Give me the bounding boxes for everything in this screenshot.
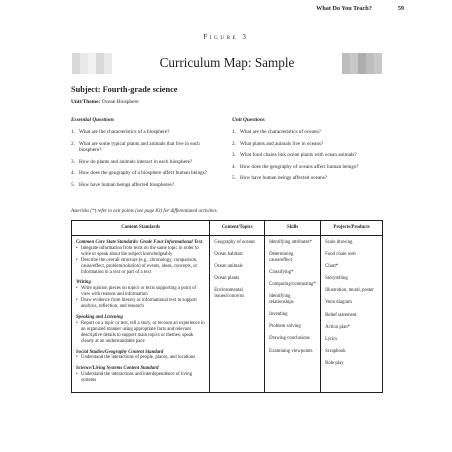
product-item: Belief statement: [325, 312, 357, 318]
product-item: Scale drawing: [325, 240, 353, 245]
standard-bullets: [76, 246, 205, 276]
question-text: How have human beings affected oceans?: [240, 175, 328, 182]
standard-heading: Speaking and Listening: [76, 314, 123, 320]
question-number: 4.: [71, 170, 75, 177]
standard-bullet: [76, 298, 205, 310]
question-item: [71, 141, 221, 154]
standard-heading: Science/Living Systems Content Standard: [76, 366, 159, 372]
question-text: How do plants and animals interact in each biosphere?: [79, 158, 193, 165]
question-number: 2.: [232, 140, 236, 147]
table-header-row: [72, 221, 383, 236]
unit-questions-heading: Unit Questions: [232, 117, 265, 123]
header-content-topics: Content/Topics: [210, 221, 265, 236]
question-text: What are the characteristics of oceans?: [240, 129, 321, 136]
skill-item: Classifying*: [269, 270, 294, 276]
skill-item: Identifying relationships: [269, 294, 294, 306]
product-item: Chart*: [325, 264, 339, 270]
question-item: [71, 182, 221, 188]
header-content-standards: Content Standards: [72, 221, 210, 236]
subject-heading: Subject: Fourth-grade science: [71, 85, 178, 94]
content-topics-cell: [210, 236, 265, 393]
standard-bullet-text: Describe the overall structure (e.g., chronology, comparison, cause/effect, problem/solution) of events, ideas, concepts, or information in a text or part of a text: [81, 257, 198, 275]
skill-item: Examining viewpoints: [269, 348, 313, 354]
question-number: 4.: [232, 163, 236, 170]
standard-bullet: [76, 372, 205, 384]
question-item: [232, 129, 382, 135]
product-item: Role play: [325, 360, 344, 366]
standard-bullets: [76, 286, 205, 310]
standard-block: [76, 315, 205, 345]
running-head: [316, 5, 404, 12]
standard-bullet-text: Report on a topic or text, tell a story, or recount an experience in an organized manner using appropriate facts and relevant descriptive details to support main topics or themes; speak clearly at an understandable pace: [81, 320, 205, 344]
bullet-icon: •: [76, 245, 78, 251]
question-item: [232, 175, 382, 181]
topic-item: Geography of oceans: [214, 240, 256, 245]
skill-item: Inventing: [269, 312, 288, 318]
standard-bullet-text: Draw evidence from literary or informational text to support analysis, reflection, and research: [81, 298, 197, 310]
product-item: Venn diagram: [325, 300, 352, 306]
skill-item: Problem solving: [269, 324, 301, 330]
question-text: How does the geography of a biosphere affect human beings?: [79, 170, 207, 177]
question-text: What food chains link ocean plants with ocean animals?: [240, 152, 357, 159]
bullet-icon: •: [76, 286, 78, 292]
question-item: [232, 152, 382, 158]
question-text: How does the geography of oceans affect human beings?: [240, 163, 359, 170]
standard-heading: Common Core State Standards: Grade Four Informational Text: [76, 240, 203, 245]
product-item: Storytelling: [325, 276, 348, 282]
unit-theme: [71, 99, 139, 105]
question-number: 3.: [71, 158, 75, 165]
header-projects-products: Projects/Products: [321, 221, 383, 236]
standard-bullet: [76, 321, 205, 345]
table-row: [72, 236, 383, 393]
skills-cell: [265, 236, 321, 393]
unit-questions: [232, 117, 382, 187]
product-item: Action plan*: [325, 324, 351, 330]
question-number: 1.: [71, 129, 75, 136]
standard-bullet: [76, 286, 205, 298]
unit-questions-list: [232, 129, 382, 181]
standard-bullet: [76, 355, 205, 361]
question-number: 5.: [232, 175, 236, 182]
topic-item: Ocean animals: [214, 264, 243, 270]
bullet-icon: •: [76, 372, 78, 378]
skill-item: Drawing conclusions: [269, 336, 310, 342]
question-text: What plants and animals live in oceans?: [240, 140, 324, 147]
header-skills: Skills: [265, 221, 321, 236]
skill-item: Determining cause/effect: [269, 252, 294, 263]
standard-block: [76, 280, 205, 310]
standard-bullet-text: Write opinion pieces on topics or texts supporting a point of view with reasons and information: [81, 286, 197, 298]
question-number: 1.: [232, 129, 236, 136]
title-banner: [72, 53, 382, 74]
standard-bullets: [76, 355, 205, 361]
bullet-icon: •: [76, 298, 78, 304]
unit-theme-label: Unit/Theme:: [71, 99, 101, 105]
figure-label: Figure 3: [203, 34, 249, 41]
essential-questions-list: [71, 129, 221, 188]
question-number: 3.: [232, 152, 236, 159]
content-standards-cell: [72, 236, 210, 393]
standard-bullet: [76, 258, 205, 276]
standard-heading: Social Studies/Geography Content Standard: [76, 349, 164, 355]
standard-block: [76, 366, 205, 384]
topic-item: Ocean plants: [214, 276, 240, 282]
topic-item: Environmental issues/concerns: [214, 288, 245, 300]
asterisk-note: Asterisks (*) refer to exit points (see page 83) for differentiated activities.: [71, 209, 218, 214]
page-number: 59: [397, 5, 404, 12]
projects-products-cell: [321, 236, 383, 393]
question-item: [71, 170, 221, 176]
standard-block: [76, 240, 205, 275]
question-text: How have human beings affected biospheres?: [79, 181, 175, 188]
question-item: [232, 164, 382, 170]
question-text: What are the characteristics of a biosphere?: [79, 129, 170, 136]
bullet-icon: •: [76, 320, 78, 326]
essential-questions-heading: Essential Questions: [71, 117, 115, 123]
product-item: Scrapbook: [325, 348, 346, 354]
running-head-title: What Do You Teach?: [316, 5, 372, 12]
essential-questions: [71, 117, 221, 193]
skill-item: Comparing/contrasting*: [269, 282, 316, 288]
unit-theme-value: Ocean Biosphere: [101, 99, 139, 105]
question-text: What are some typical plants and animals that live in each biosphere?: [79, 140, 200, 154]
standard-bullet: [76, 246, 205, 258]
curriculum-map-table: [71, 220, 383, 393]
product-item: Illustration, mural, poster: [325, 288, 374, 294]
product-item: Lyrics: [325, 336, 338, 342]
question-number: 2.: [71, 140, 75, 147]
standard-bullets: [76, 372, 205, 384]
standard-block: [76, 350, 205, 362]
standard-bullet-text: Integrate information from texts on the same topic in order to write or speak about the subject knowledgeably: [81, 245, 199, 257]
question-item: [71, 129, 221, 135]
bullet-icon: •: [76, 257, 78, 263]
standard-heading: Writing: [76, 280, 91, 286]
page-title: Curriculum Map: Sample: [159, 55, 295, 70]
product-item: Food chain web: [325, 252, 356, 258]
standard-bullets: [76, 321, 205, 345]
standard-bullet-text: Understand the interactions and interdependence of living systems: [81, 372, 193, 384]
standard-bullet-text: Understand the interactions of people, places, and locations: [81, 355, 196, 361]
question-item: [71, 159, 221, 165]
question-number: 5.: [71, 181, 75, 188]
question-item: [232, 141, 382, 147]
topic-item: Ocean habitats: [214, 252, 243, 258]
skill-item: Identifying attributes*: [269, 240, 312, 245]
bullet-icon: •: [76, 355, 78, 361]
